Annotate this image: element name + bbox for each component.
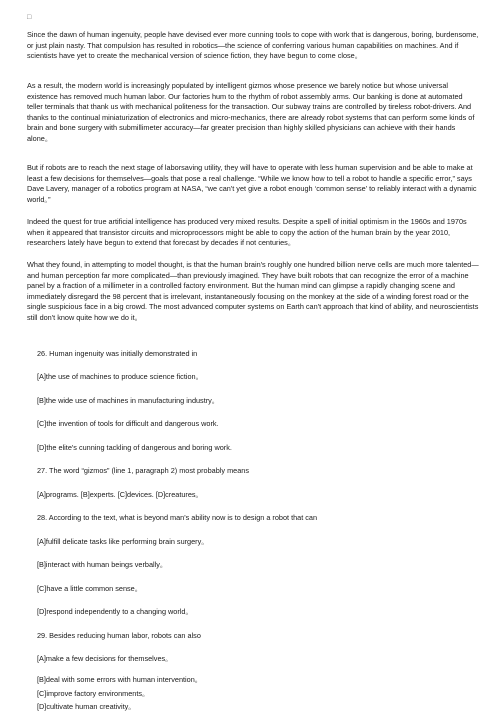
- paragraph-2: As a result, the modern world is increasingly populated by intelligent gizmos whose presence we barely notice but whose universal existence has removed much human labor. Our factories hum to the rhythm of robot assembly arms. Our banking is done at automated teller terminals that thank us with mechanical politeness for the transaction. Our subway trains are controlled by tireless robot-drivers. And thanks to the continual miniaturization of electronics and micro-mechanics, there are already robot systems that can perform some kinds of brain and bone surgery with submillimeter accuracy—far greater precision than highly skilled physicians can achieve with their hands alone。: [27, 81, 475, 143]
- question-26: 26. Human ingenuity was initially demonstrated in: [37, 349, 198, 358]
- question-29: 29. Besides reducing human labor, robots can also: [37, 631, 201, 640]
- option-28a: [A]fulfill delicate tasks like performing brain surgery。: [37, 537, 209, 546]
- question-27: 27. The word “gizmos” (line 1, paragraph 2) most probably means: [37, 466, 249, 475]
- option-29d: [D]cultivate human creativity。: [37, 702, 136, 711]
- option-29a: [A]make a few decisions for themselves。: [37, 654, 173, 663]
- option-26c: [C]the invention of tools for difficult and dangerous work.: [37, 419, 219, 428]
- option-26b: [B]the wide use of machines in manufacturing industry。: [37, 396, 220, 405]
- option-28c: [C]have a little common sense。: [37, 584, 143, 593]
- question-28: 28. According to the text, what is beyond man's ability now is to design a robot that can: [37, 513, 318, 522]
- option-26a: [A]the use of machines to produce science fiction。: [37, 372, 203, 381]
- option-26d: [D]the elite's cunning tackling of dangerous and boring work.: [37, 443, 232, 452]
- options-27: [A]programs. [B]experts. [C]devices. [D]creatures。: [37, 490, 203, 499]
- option-29c: [C]improve factory environments。: [37, 689, 150, 698]
- option-29b: [B]deal with some errors with human intervention。: [37, 675, 203, 684]
- paragraph-3: But if robots are to reach the next stage of laborsaving utility, they will have to operate with less human supervision and be able to make at least a few decisions for themselves—goals that pose a real challenge. “While we know how to tell a robot to handle a specific error,” says Dave Lavery, manager of a robotics program at NASA, “we can't yet give a robot enough ‘common sense’ to reliably interact with a dynamic world。”: [27, 163, 477, 204]
- paragraph-4: Indeed the quest for true artificial intelligence has produced very mixed results. Despite a spell of initial optimism in the 1960s and 1970s when it appeared that transistor circuits and microprocessors might be able to copy the action of the human brain by the year 2010, researchers lately have begun to extend that forecast by decades if not centuries。: [27, 217, 467, 248]
- paragraph-5: What they found, in attempting to model thought, is that the human brain's roughly one hundred billion nerve cells are much more talented—and human perception far more complicated—than previously imagined. They have built robots that can recognize the error of a machine panel by a fraction of a millimeter in a controlled factory environment. But the human mind can glimpse a rapidly changing scene and immediately disregard the 98 percent that is irrelevant, instantaneously focusing on the monkey at the side of a winding forest road or the single suspicious face in a big crowd. The most advanced computer systems on Earth can't approach that kind of ability, and neuroscientists still don't know quite how we do it。: [27, 260, 479, 322]
- page-mark: □: [27, 14, 32, 21]
- paragraph-1: Since the dawn of human ingenuity, people have devised ever more cunning tools to cope with work that is dangerous, boring, burdensome, or just plain nasty. That compulsion has resulted in robotics—the science of conferring various human capabilities on machines. And if scientists have yet to create the mechanical version of science fiction, they have begun to come close。: [27, 30, 479, 61]
- option-28b: [B]interact with human beings verbally。: [37, 560, 168, 569]
- option-28d: [D]respond independently to a changing world。: [37, 607, 193, 616]
